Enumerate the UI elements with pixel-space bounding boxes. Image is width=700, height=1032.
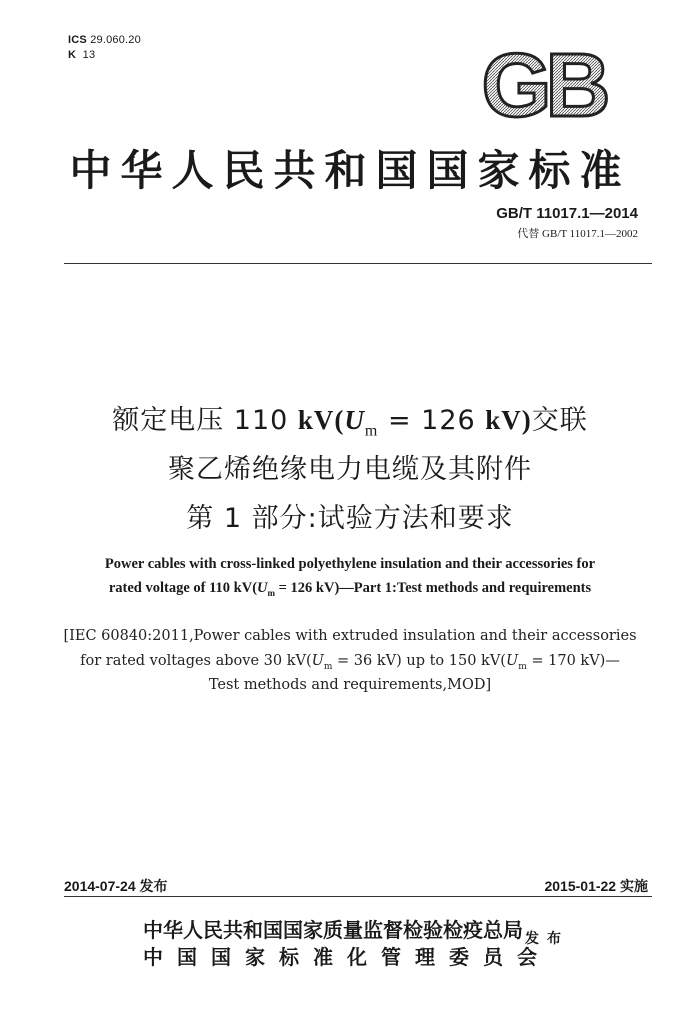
- replaces-standard: 代替 GB/T 11017.1—2002: [517, 228, 638, 240]
- gb-logo-text: GB: [481, 43, 605, 125]
- iec-reference-line-3: Test methods and requirements,MOD]: [208, 677, 492, 693]
- gb-logo: [468, 43, 618, 125]
- national-standard-heading: 中华人民共和国国家标准: [69, 146, 631, 195]
- iec-reference-line-1: [IEC 60840:2011,Power cables with extruded insulation and their accessories: [63, 628, 637, 644]
- k-label: K: [68, 49, 77, 61]
- implementation-date: 2015-01-22 实施: [544, 878, 648, 894]
- issue-date: 2014-07-24 发布: [64, 878, 168, 894]
- ics-number: 29.060.20: [90, 34, 141, 46]
- ics-code: [68, 34, 141, 46]
- english-title-line-2: rated voltage of 110 $kV(U_m = 126$ kV)—Part 1:Test methods and requirements: [108, 580, 592, 598]
- issuer-aqsiq: 中华人民共和国国家质量监督检验检疫总局: [143, 918, 523, 942]
- chinese-title-line-1: 额定电压 110 $kV(U_m = 126$ kV)交联: [112, 405, 588, 440]
- english-title-line-1: Power cables with cross-linked polyethylene insulation and their accessories for: [104, 556, 596, 572]
- chinese-title-line-3: 第 1 部分:试验方法和要求: [186, 503, 514, 534]
- iec-reference-line-2: for rated voltages above 30 $kV(U_m = 36$ kV) up to 150 $kV(U_m = 170$ kV)—: [80, 653, 620, 672]
- publish-label: 发布: [525, 931, 569, 947]
- bottom-divider: [64, 896, 652, 897]
- classification-code: [68, 49, 95, 61]
- issuer-sac: 中国国家标准化管理委员会: [143, 945, 551, 969]
- ics-label: ICS: [68, 34, 87, 46]
- standard-number: GB/T 11017.1—2014: [496, 205, 638, 222]
- top-divider: [64, 263, 652, 264]
- chinese-title-line-2: 聚乙烯绝缘电力电缆及其附件: [168, 454, 532, 485]
- k-number: 13: [82, 49, 96, 61]
